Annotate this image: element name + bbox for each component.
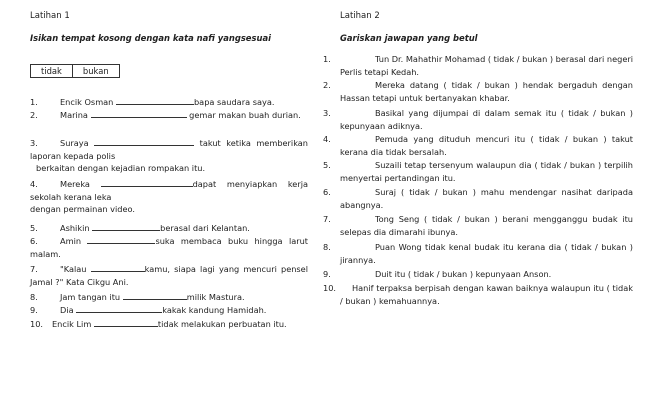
underline-item-4 xyxy=(323,133,633,158)
text-segment: Encik Osman xyxy=(60,97,114,107)
word-box xyxy=(30,64,120,78)
text-segment: 2. xyxy=(323,80,331,90)
text-segment: Tun Dr. Mahathir Mohamad ( tidak / bukan ) berasal dari negeri Perlis tetapi Kedah. xyxy=(340,54,633,77)
text-segment: Basikal yang dijumpai di dalam semak itu ( tidak / bukan ) kepunyaan adiknya. xyxy=(340,108,633,131)
text-segment: Encik Lim xyxy=(52,319,92,329)
text-segment: berkaitan dengan kejadian rompakan itu. xyxy=(36,163,206,173)
latihan-1-title: Latihan 1 xyxy=(30,11,70,21)
blank-2[interactable] xyxy=(91,109,187,118)
text-segment: Amin xyxy=(60,236,82,246)
latihan-1-instruction: Isikan tempat kosong dengan kata nafi yangsesuai xyxy=(30,33,271,43)
text-segment: 1. xyxy=(323,54,331,64)
text-segment: gemar makan buah durian. xyxy=(189,110,301,120)
text-segment: 5. xyxy=(30,223,38,233)
text-segment: milik Mastura. xyxy=(186,292,245,302)
fill-item-4 xyxy=(30,178,308,216)
fill-item-7 xyxy=(30,263,308,288)
text-segment: Hanif terpaksa berpisah dengan kawan baiknya walaupun itu ( tidak / bukan ) kemahuannya. xyxy=(340,283,633,306)
text-segment: Suraya xyxy=(60,138,89,148)
text-segment: Puan Wong tidak kenal budak itu kerana dia ( tidak / bukan ) jirannya. xyxy=(340,242,633,265)
text-segment: 6. xyxy=(30,236,38,246)
item-text xyxy=(60,304,308,317)
text-segment: 1. xyxy=(30,97,38,107)
item-text xyxy=(30,318,308,331)
text-segment: 9. xyxy=(30,305,38,315)
underline-item-10 xyxy=(323,282,633,307)
text-segment: 8. xyxy=(30,292,38,302)
text-segment: bapa saudara saya. xyxy=(193,97,275,107)
text-segment: 4. xyxy=(30,179,38,189)
word-box-tidak: tidak xyxy=(41,66,62,76)
item-text xyxy=(30,235,308,260)
fill-item-8 xyxy=(30,291,308,304)
blank-8[interactable] xyxy=(123,291,187,300)
fill-item-3 xyxy=(30,137,308,175)
text-segment: Ashikin xyxy=(60,223,90,233)
blank-10[interactable] xyxy=(94,318,158,327)
text-segment: kakak kandung Hamidah. xyxy=(162,305,267,315)
latihan-2-instruction: Gariskan jawapan yang betul xyxy=(340,33,478,43)
text-segment: Jam tangan itu xyxy=(60,292,121,302)
text-segment: Suraj ( tidak / bukan ) mahu mendengar nasihat daripada abangnya. xyxy=(340,187,633,210)
underline-item-8 xyxy=(323,241,633,266)
text-segment: tidak melakukan perbuatan itu. xyxy=(157,319,287,329)
fill-item-1 xyxy=(30,96,310,109)
text-segment: 6. xyxy=(323,187,331,197)
fill-item-5 xyxy=(30,222,308,235)
item-text xyxy=(30,178,308,203)
blank-4[interactable] xyxy=(101,178,193,187)
text-segment: Tong Seng ( tidak / bukan ) berani mengganggu budak itu selepas dia dimarahi ibunya. xyxy=(340,214,633,237)
text-segment: takut ketika memberikan laporan kepada polis xyxy=(30,138,308,161)
text-segment: Duit itu ( tidak / bukan ) kepunyaan Anson. xyxy=(375,269,552,279)
text-segment: kamu, siapa lagi yang mencuri pensel Jamal ?" Kata Cikgu Ani. xyxy=(30,264,308,287)
underline-item-6 xyxy=(323,186,633,211)
underline-item-1 xyxy=(323,53,633,78)
item-text xyxy=(60,96,310,109)
text-segment: 10. xyxy=(30,319,44,329)
fill-item-10 xyxy=(30,318,308,331)
text-segment: berasal dari Kelantan. xyxy=(160,223,250,233)
text-segment: 9. xyxy=(323,269,331,279)
text-segment: 4. xyxy=(323,134,331,144)
underline-item-2 xyxy=(323,79,633,104)
blank-5[interactable] xyxy=(92,222,160,231)
blank-7[interactable] xyxy=(91,263,145,272)
blank-1[interactable] xyxy=(116,96,194,105)
text-segment: suka membaca buku hingga larut malam. xyxy=(30,236,309,259)
text-segment: dengan permainan video. xyxy=(30,204,135,214)
text-segment: 3. xyxy=(323,108,331,118)
item-text xyxy=(30,137,308,162)
blank-6[interactable] xyxy=(87,235,155,244)
text-segment: Pemuda yang dituduh mencuri itu ( tidak / bukan ) takut kerana dia tidak bersalah. xyxy=(340,134,633,157)
text-segment: Mereka datang ( tidak / bukan ) hendak bergaduh dengan Hassan tetapi untuk bertanyakan khabar. xyxy=(340,80,633,103)
underline-item-5 xyxy=(323,159,633,184)
text-segment: "Kalau xyxy=(60,264,87,274)
underline-item-3 xyxy=(323,107,633,132)
blank-9[interactable] xyxy=(76,304,162,313)
fill-item-2 xyxy=(30,109,308,122)
text-segment: Marina xyxy=(60,110,88,120)
text-segment: dapat menyiapkan kerja sekolah kerana leka xyxy=(30,179,308,202)
text-segment: 7. xyxy=(30,264,38,274)
latihan-2-title: Latihan 2 xyxy=(340,11,380,21)
item-text xyxy=(60,291,308,304)
text-segment: 3. xyxy=(30,138,38,148)
text-segment: 8. xyxy=(323,242,331,252)
underline-item-9 xyxy=(323,268,633,281)
blank-3[interactable] xyxy=(94,137,194,146)
fill-item-6 xyxy=(30,235,308,260)
text-segment: Dia xyxy=(60,305,74,315)
text-segment: Mereka xyxy=(60,179,90,189)
text-segment: 7. xyxy=(323,214,331,224)
underline-item-7 xyxy=(323,213,633,238)
text-segment: 5. xyxy=(323,160,331,170)
item-text xyxy=(30,109,308,122)
text-segment: 10. xyxy=(323,283,337,293)
item-text xyxy=(30,263,308,288)
item-text xyxy=(60,222,308,235)
word-box-bukan: bukan xyxy=(72,65,119,77)
text-segment: Suzaili tetap tersenyum walaupun dia ( tidak / bukan ) terpilih menyertai pertandingan itu. xyxy=(340,160,633,183)
text-segment: 2. xyxy=(30,110,38,120)
fill-item-9 xyxy=(30,304,308,317)
